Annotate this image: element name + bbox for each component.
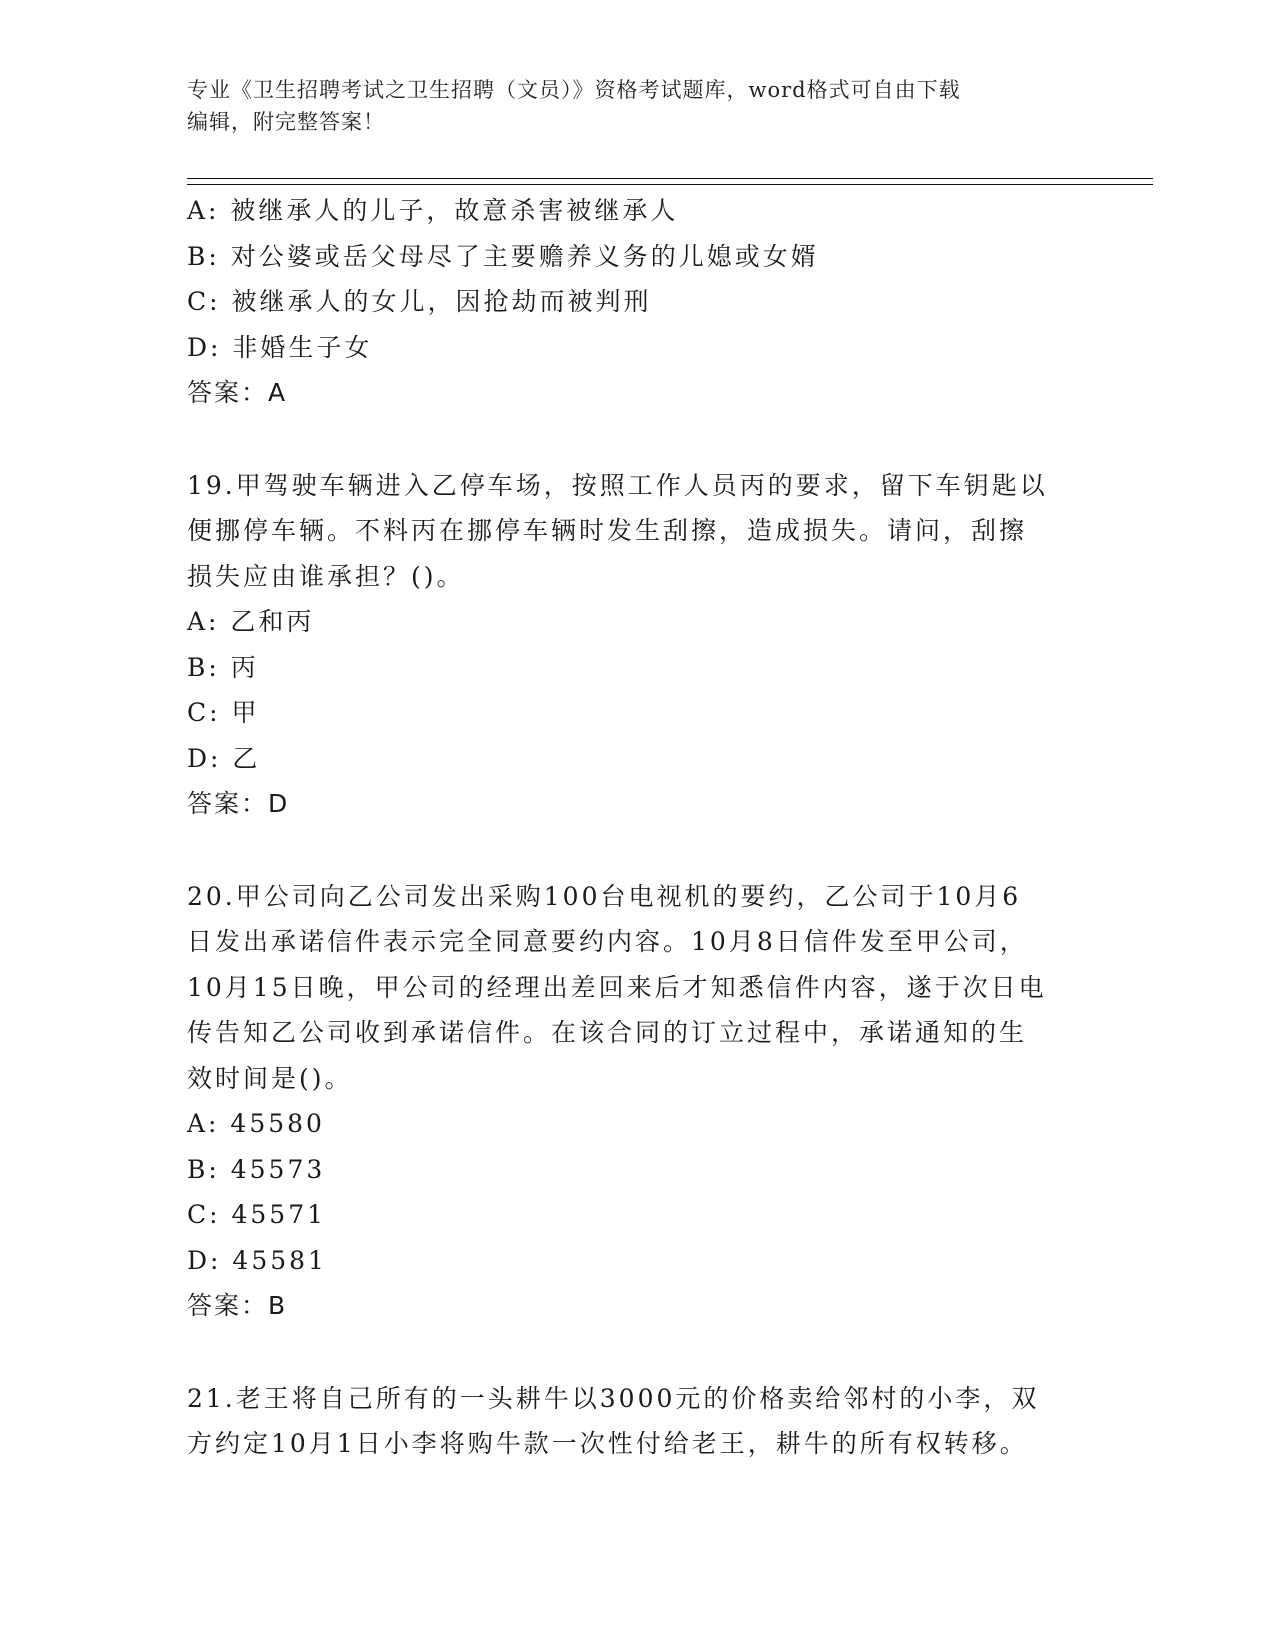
option-c: C: 45571 <box>187 1200 327 1229</box>
option-c: C: 甲 <box>187 698 260 727</box>
block-gap <box>187 1329 1087 1376</box>
question-stem-line: 日发出承诺信件表示完全同意要约内容。10月8日信件发至甲公司， <box>187 927 1028 956</box>
block-gap <box>187 416 1087 463</box>
question-stem-line: 21.老王将自己所有的一头耕牛以3000元的价格卖给邻村的小李，双 <box>187 1383 1040 1413</box>
question-stem-line: 19.甲驾驶车辆进入乙停车场，按照工作人员丙的要求，留下车钥匙以 <box>187 470 1048 500</box>
question-stem-line: 便挪停车辆。不料丙在挪停车辆时发生刮擦，造成损失。请问，刮擦 <box>187 516 1028 545</box>
option-a: A: 45580 <box>187 1109 325 1138</box>
option-b: B: 45573 <box>187 1154 326 1184</box>
question-stem-line: 传告知乙公司收到承诺信件。在该合同的订立过程中，承诺通知的生 <box>187 1018 1028 1047</box>
header-divider-bottom <box>187 184 1153 185</box>
option-a: A: 被继承人的儿子，故意杀害被继承人 <box>187 196 679 225</box>
option-d: D: 45581 <box>187 1245 327 1275</box>
question-block <box>187 188 1087 416</box>
question-list <box>187 188 1087 1467</box>
answer-line: 答案：D <box>187 789 290 818</box>
header-line-1: 专业《卫生招聘考试之卫生招聘（文员）》资格考试题库，word格式可自由下载 <box>187 78 961 102</box>
option-b: B: 对公婆或岳父母尽了主要赡养义务的儿媳或女婿 <box>187 241 819 271</box>
option-d: D: 非婚生子女 <box>187 332 373 362</box>
question-stem-line: 方约定10月1日小李将购牛款一次性付给老王，耕牛的所有权转移。 <box>187 1429 1028 1458</box>
question-block <box>187 463 1087 827</box>
question-stem-line: 20.甲公司向乙公司发出采购100台电视机的要约，乙公司于10月6 <box>187 881 1022 911</box>
question-block <box>187 1376 1087 1467</box>
answer-line: 答案：B <box>187 1291 288 1320</box>
answer-line: 答案：A <box>187 378 288 407</box>
document-header <box>187 74 1067 138</box>
option-b: B: 丙 <box>187 652 259 682</box>
option-c: C: 被继承人的女儿，因抢劫而被判刑 <box>187 287 652 316</box>
header-line-2: 编辑，附完整答案！ <box>187 110 385 134</box>
question-block <box>187 874 1087 1329</box>
option-a: A: 乙和丙 <box>187 607 315 636</box>
question-stem-line: 损失应由谁承担？()。 <box>187 561 465 591</box>
question-stem-line: 10月15日晚，甲公司的经理出差回来后才知悉信件内容，遂于次日电 <box>187 972 1047 1002</box>
block-gap <box>187 827 1087 874</box>
option-d: D: 乙 <box>187 743 261 773</box>
header-divider-top <box>187 178 1153 179</box>
question-stem-line: 效时间是()。 <box>187 1063 353 1093</box>
